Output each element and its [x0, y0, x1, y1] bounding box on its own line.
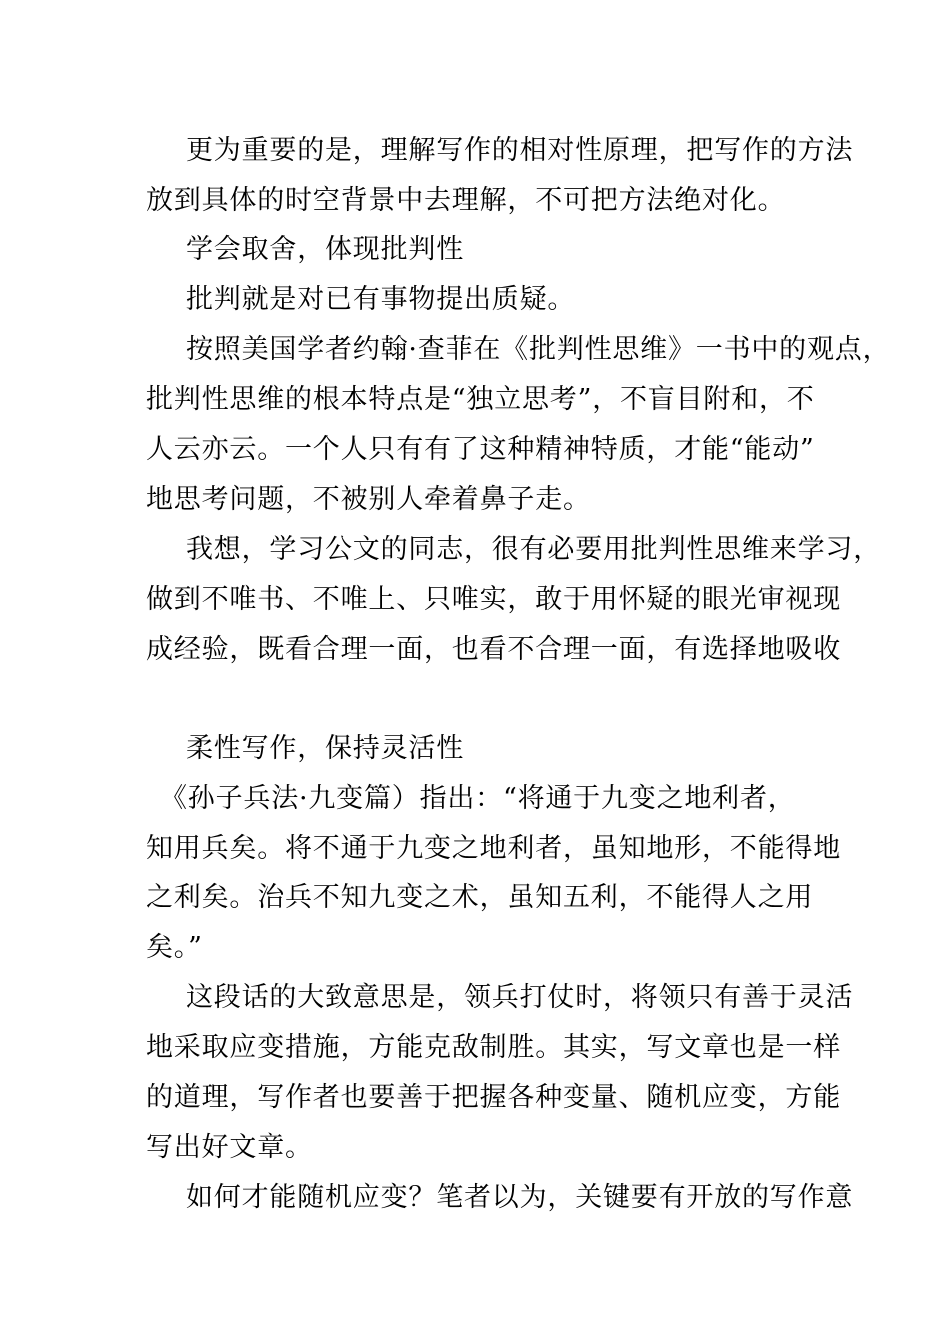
paragraph-line: 地采取应变措施，方能克敌制胜。其实，写文章也是一样 [146, 1032, 841, 1063]
paragraph-line: 做到不唯书、不唯上、只唯实，敢于用怀疑的眼光审视现 [146, 584, 841, 615]
paragraph-line: 如何才能随机应变？笔者以为，关键要有开放的写作意 [186, 1182, 854, 1213]
paragraph-line: 批判就是对已有事物提出质疑。 [186, 284, 576, 315]
paragraph-line: 更为重要的是，理解写作的相对性原理，把写作的方法 [186, 135, 854, 166]
paragraph-line: 的道理，写作者也要善于把握各种变量、随机应变，方能 [146, 1082, 841, 1113]
paragraph-line: 《孙子兵法·九变篇）指出：“将通于九变之地利者， [160, 783, 796, 814]
paragraph-line: 这段话的大致意思是，领兵打仗时，将领只有善于灵活 [186, 982, 854, 1013]
paragraph-line: 知用兵矣。将不通于九变之地利者，虽知地形，不能得地 [146, 833, 841, 864]
paragraph-line: 之利矣。治兵不知九变之术，虽知五利，不能得人之用 [146, 882, 814, 913]
paragraph-line: 放到具体的时空背景中去理解，不可把方法绝对化。 [146, 185, 786, 216]
paragraph-line: 批判性思维的根本特点是“独立思考”，不盲目附和，不 [146, 384, 815, 415]
paragraph-line: 按照美国学者约翰·查菲在《批判性思维》一书中的观点， [186, 334, 891, 365]
paragraph-line: 我想，学习公文的同志，很有必要用批判性思维来学习， [186, 534, 881, 565]
paragraph-line: 写出好文章。 [146, 1132, 313, 1163]
paragraph-line: 人云亦云。一个人只有有了这种精神特质，才能“能动” [146, 434, 815, 465]
paragraph-line: 成经验，既看合理一面，也看不合理一面，有选择地吸收 [146, 634, 841, 665]
section-heading: 柔性写作，保持灵活性 [186, 733, 464, 764]
paragraph-line: 矣。” [146, 932, 203, 963]
section-heading: 学会取舍，体现批判性 [186, 234, 464, 265]
paragraph-line: 地思考问题，不被别人牵着鼻子走。 [146, 484, 591, 515]
